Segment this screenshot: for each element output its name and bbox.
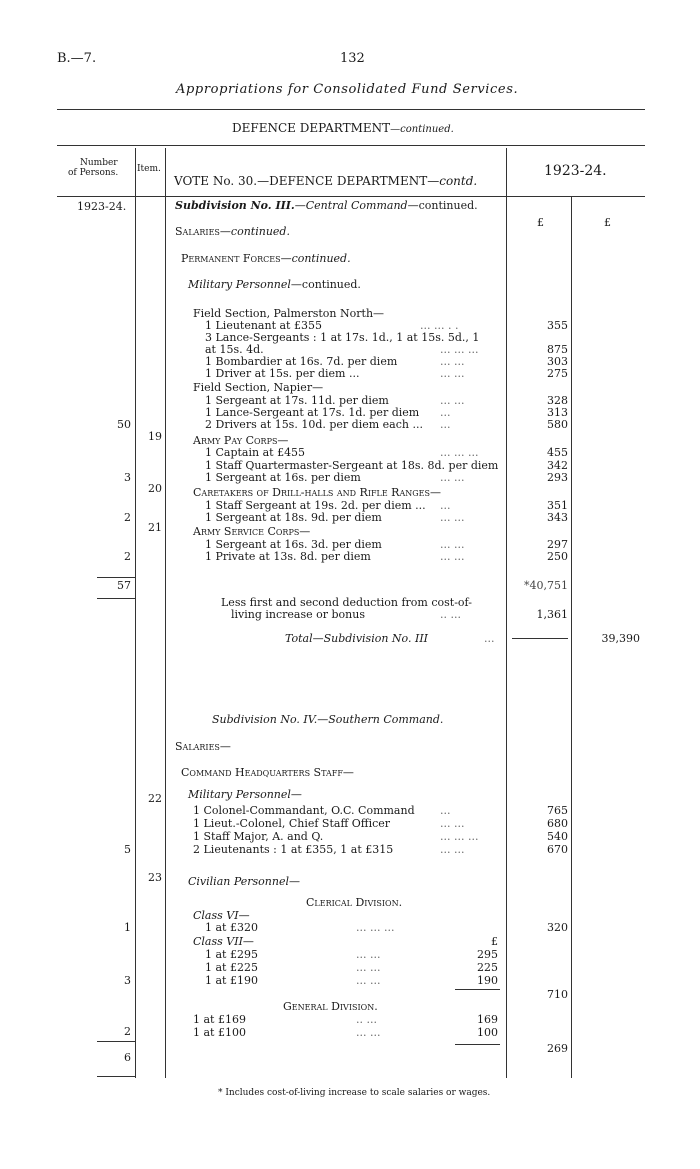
row-value: 580 [547,418,568,431]
class-vii-dots: ... ... [356,961,381,974]
row-dots: ... ... ... [440,830,479,843]
vote-head: VOTE No. 30.—DEFENCE DEPARTMENT—contd. [174,174,478,188]
general-rule [455,1044,500,1045]
row-label: Field Section, Palmerston North— [193,307,385,320]
row-value: 351 [547,499,568,512]
row-label: 1 Lieutenant at £355 [205,319,322,332]
row-value: 540 [547,830,568,843]
currency-col-1: £ [537,216,544,229]
row-dots: ... ... [440,367,465,380]
clerical-division: Clerical Division. [306,896,403,909]
class-vi-line: 1 at £320 [205,921,258,934]
row-label: 1 Captain at £455 [205,446,306,459]
row-label: 1 Driver at 15s. per diem ... [205,367,360,380]
sub3-total-value: 39,390 [601,632,640,645]
row-label: 2 Drivers at 15s. 10d. per diem each ... [205,418,423,431]
col-rule-values [506,148,507,1078]
row-value: 250 [547,550,568,563]
sub3-total-dots: ... [484,632,495,645]
row-label: 1 Staff Sergeant at 19s. 2d. per diem ... [205,499,426,512]
general-value: 169 [477,1013,498,1026]
persons-sum-rule-3 [97,1041,135,1042]
row-label: 1 Bombardier at 16s. 7d. per diem [205,355,398,368]
row-label: Field Section, Napier— [193,381,324,394]
row-persons: 3 [124,471,131,484]
row-dots: ... [440,804,451,817]
row-persons: 2 [124,511,131,524]
class-vii-total: 710 [547,988,568,1001]
row-label: Army Service Corps— [193,525,311,538]
row-persons: 2 [124,550,131,563]
general-line: 1 at £100 [193,1026,246,1039]
row-label: 1 Lieut.-Colonel, Chief Staff Officer [193,817,391,830]
page-title: Appropriations for Consolidated Fund Services. [176,82,519,97]
row-label: Army Pay Corps— [193,434,289,447]
class-vii-line: 1 at £225 [205,961,258,974]
sub4-chq-staff: Command Headquarters Staff— [181,766,354,779]
class-vii-pound: £ [491,935,498,948]
row-label: 1 Sergeant at 16s. 3d. per diem [205,538,382,551]
row-dots: ... ... [440,511,465,524]
row-value: 343 [547,511,568,524]
general-total: 269 [547,1042,568,1055]
row-value: 313 [547,406,568,419]
class-vii-line: 1 at £295 [205,948,258,961]
row-dots: ... ... ... [440,446,479,459]
class-vii: Class VII— [193,935,254,948]
row-dots: ... ... [440,843,465,856]
row-item: 19 [148,430,162,443]
table-top-rule [57,145,645,146]
row-item: 21 [148,521,162,534]
row-persons: 50 [117,418,131,431]
row-label: 1 Sergeant at 18s. 9d. per diem [205,511,382,524]
class-vi-value: 320 [547,921,568,934]
row-item: 20 [148,482,162,495]
sub4-civilian-personnel: Civilian Personnel— [188,875,300,888]
class-vi-dots: ... ... ... [356,921,395,934]
class-vii-value: 225 [477,961,498,974]
row-value: 670 [547,843,568,856]
class-vii-persons: 3 [124,974,131,987]
row-label: 1 Sergeant at 17s. 11d. per diem [205,394,389,407]
row-dots: ... [440,499,451,512]
row-value: 875 [547,343,568,356]
sub3-military-personnel: Military Personnel—continued. [188,278,361,291]
sub4-persons-total: 6 [124,1051,131,1064]
row-value: 765 [547,804,568,817]
persons-head-2: of Persons. [68,168,119,178]
row-value: 297 [547,538,568,551]
row-dots: ... ... [440,471,465,484]
row-label: 1 Staff Quartermaster-Sergeant at 18s. 8d. per diem [205,459,499,472]
sub3-total-label: Total—Subdivision No. III [285,632,429,645]
less-deduction-2: living increase or bonus [231,608,365,621]
col-rule-item [165,148,166,1078]
row-label: 1 Staff Major, A. and Q. [193,830,324,843]
row-dots: ... ... [440,355,465,368]
row-value: 303 [547,355,568,368]
row-dots: ... ... . . [420,319,459,332]
row-value: 355 [547,319,568,332]
general-line: 1 at £169 [193,1013,246,1026]
general-division: General Division. [283,1000,378,1013]
left-year: 1923-24. [77,200,127,213]
row-dots: ... ... [440,394,465,407]
row-dots: ... [440,418,451,431]
persons-sum-rule [97,577,135,578]
less-value: 1,361 [536,608,568,621]
row-label: 1 Lance-Sergeant at 17s. 1d. per diem [205,406,420,419]
head-bottom-rule [57,196,645,197]
sub3-total-rule [512,638,568,639]
sub4-military-personnel: Military Personnel— [188,788,302,801]
row-value: 680 [547,817,568,830]
persons-bottom-rule [97,1076,135,1077]
row-dots: ... ... ... [440,343,479,356]
class-vii-value: 295 [477,948,498,961]
row-dots: ... ... [440,538,465,551]
class-vi-persons: 1 [124,921,131,934]
item-22: 22 [148,792,162,805]
divider [57,109,645,110]
row-value: 328 [547,394,568,407]
year-head: 1923-24. [544,163,607,179]
sub3-heading: Subdivision No. III.—Central Command—continued. [175,199,478,212]
page-number: 132 [340,51,365,66]
class-vii-value: 190 [477,974,498,987]
row-label: 2 Lieutenants : 1 at £355, 1 at £315 [193,843,394,856]
sub3-persons-total: 57 [117,579,131,592]
row-value: 293 [547,471,568,484]
sub4-heading: Subdivision No. IV.—Southern Command. [212,713,444,726]
row-value: 342 [547,459,568,472]
item-23: 23 [148,871,162,884]
sub3-permanent-forces: Permanent Forces—continued. [181,252,351,265]
class-vii-dots: ... ... [356,948,381,961]
less-dots: .. ... [440,608,461,621]
row-label: Caretakers of Drill-halls and Rifle Ranges— [193,486,441,499]
currency-col-2: £ [604,216,611,229]
col-rule-totals [571,196,572,1078]
row-label: 1 Sergeant at 16s. per diem [205,471,361,484]
general-dots: .. ... [356,1013,377,1026]
item-head: Item. [137,164,161,174]
persons-sum-rule-2 [97,598,135,599]
class-vii-rule [455,989,500,990]
row-label: 1 Private at 13s. 8d. per diem [205,550,371,563]
persons-head-1: Number [80,158,118,168]
row-label: 1 Colonel-Commandant, O.C. Command [193,804,415,817]
sub4-salaries: Salaries— [175,740,231,753]
footnote: * Includes cost-of-living increase to scale salaries or wages. [218,1088,491,1098]
class-vii-dots: ... ... [356,974,381,987]
row-dots: ... ... [440,817,465,830]
row-persons: 5 [124,843,131,856]
general-value: 100 [477,1026,498,1039]
class-vi: Class VI— [193,909,250,922]
report-ref: B.—7. [57,51,97,66]
class-vii-line: 1 at £190 [205,974,258,987]
row-value: 275 [547,367,568,380]
dept-heading: DEFENCE DEPARTMENT—continued. [232,121,454,135]
row-value: 455 [547,446,568,459]
row-label: 3 Lance-Sergeants : 1 at 17s. 1d., 1 at 15s. 5d., 1 [205,331,480,344]
general-persons: 2 [124,1025,131,1038]
row-dots: ... ... [440,550,465,563]
general-dots: ... ... [356,1026,381,1039]
row-dots: ... [440,406,451,419]
sub3-gross: *40,751 [524,579,568,592]
col-rule-persons [135,148,136,1078]
row-label: at 15s. 4d. [205,343,264,356]
sub3-salaries: Salaries—continued. [175,225,290,238]
less-deduction-1: Less first and second deduction from cost-of- [221,596,472,609]
